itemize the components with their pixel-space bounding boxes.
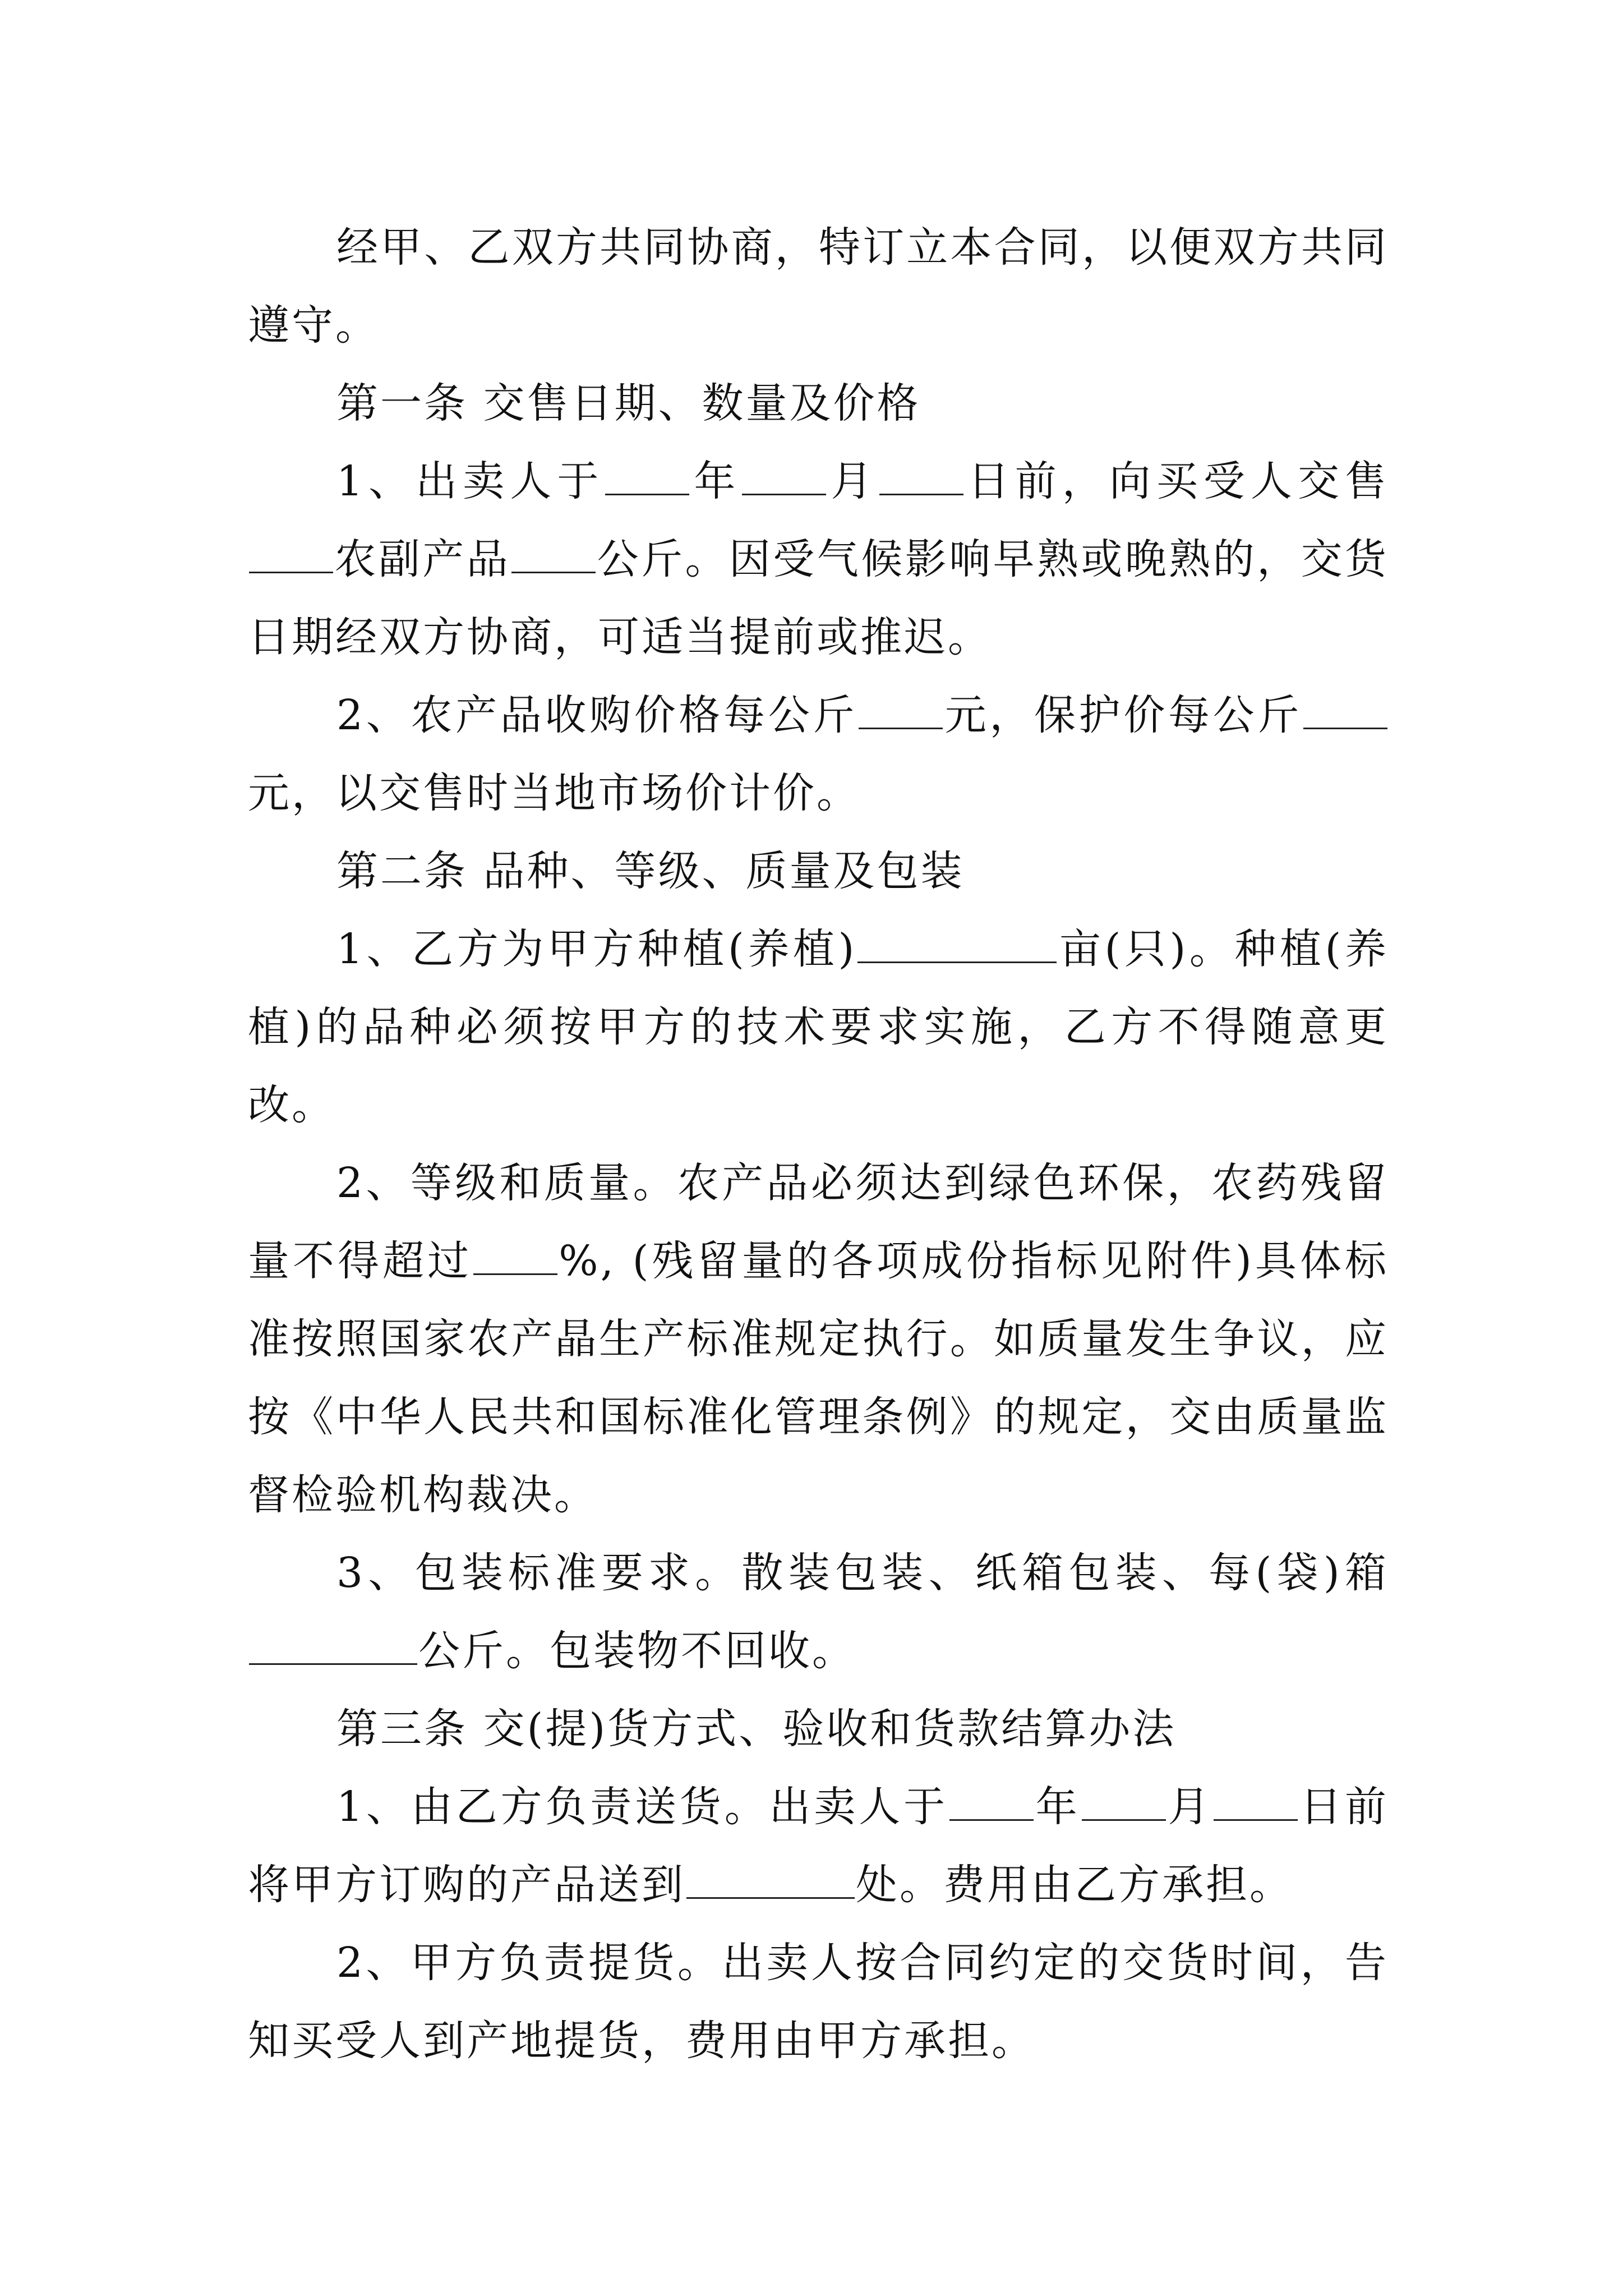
article-3-heading: 第三条 交(提)货方式、验收和货款结算办法 — [336, 1705, 1177, 1753]
paragraph-intro: 经甲、乙双方共同协商，特订立本合同，以便双方共同遵守。 — [248, 223, 1389, 349]
clause-2-3 — [248, 1534, 1389, 1690]
blank-field — [511, 540, 596, 573]
blank-field — [857, 930, 1057, 963]
clause-text: 元，以交售时当地市场价计价。 — [248, 769, 860, 817]
blank-field — [249, 540, 333, 573]
clause-3-2: 2、甲方负责提货。出卖人按合同约定的交货时间，告知买受人到产地提货，费用由甲方承担。 — [248, 1939, 1389, 2065]
blank-field — [605, 462, 689, 495]
blank-field — [686, 1866, 855, 1899]
clause-2-1 — [248, 910, 1389, 1144]
article-1-heading: 第一条 交售日期、数量及价格 — [336, 379, 921, 427]
clause-text: 月 — [827, 457, 878, 505]
clause-text: 元，保护价每公斤 — [944, 691, 1302, 739]
clause-text: 1、出卖人于 — [336, 457, 605, 505]
clause-text: 2、农产品收购价格每公斤 — [336, 691, 858, 739]
clause-text: 处。费用由乙方承担。 — [856, 1861, 1293, 1909]
blank-field — [949, 1788, 1034, 1821]
clause-text: 1、乙方为甲方种植(养植) — [336, 925, 857, 973]
clause-text: 日前将甲方订购的产品送到 — [248, 1783, 1389, 1909]
blank-field — [1303, 696, 1387, 729]
clause-1-2 — [248, 677, 1389, 832]
clause-text: 年 — [1034, 1783, 1081, 1831]
article-2-heading: 第二条 品种、等级、质量及包装 — [336, 847, 965, 895]
clause-text: %, (残留量的各项成份指标见附件)具体标准按照国家农产晶生产标准规定执行。如质量发生争议，应按《中华人民共和国标准化管理条例》的规定，交由质量监督检验机构裁决。 — [248, 1237, 1389, 1519]
blank-field — [1082, 1788, 1166, 1821]
clause-text: 2、等级和质量。农产品必须达到绿色环保，农药残留量不得超过 — [248, 1159, 1389, 1285]
clause-text: 月 — [1166, 1783, 1213, 1831]
clause-text: 亩(只)。种植(养植)的品种必须按甲方的技术要求实施，乙方不得随意更改。 — [248, 925, 1389, 1129]
clause-text: 日前，向买受人交售 — [964, 457, 1389, 505]
document-body — [248, 209, 1389, 2080]
blank-field — [249, 1632, 417, 1665]
clause-3-1 — [248, 1768, 1389, 1924]
clause-text: 农副产品 — [334, 535, 511, 583]
blank-field — [859, 696, 943, 729]
blank-field — [1214, 1788, 1298, 1821]
blank-field — [473, 1242, 557, 1275]
clause-text: 公斤。包装物不回收。 — [418, 1627, 856, 1675]
clause-text: 公斤。因受气候影响早熟或晚熟的，交货日期经双方协商，可适当提前或推迟。 — [248, 535, 1389, 661]
clause-2-2 — [248, 1144, 1389, 1534]
blank-field — [742, 462, 826, 495]
clause-text: 1、由乙方负责送货。出卖人于 — [336, 1783, 948, 1831]
clause-text: 3、包装标准要求。散装包装、纸箱包装、每(袋)箱 — [336, 1549, 1389, 1597]
clause-1-1 — [248, 443, 1389, 677]
clause-text: 年 — [690, 457, 741, 505]
blank-field — [879, 462, 963, 495]
